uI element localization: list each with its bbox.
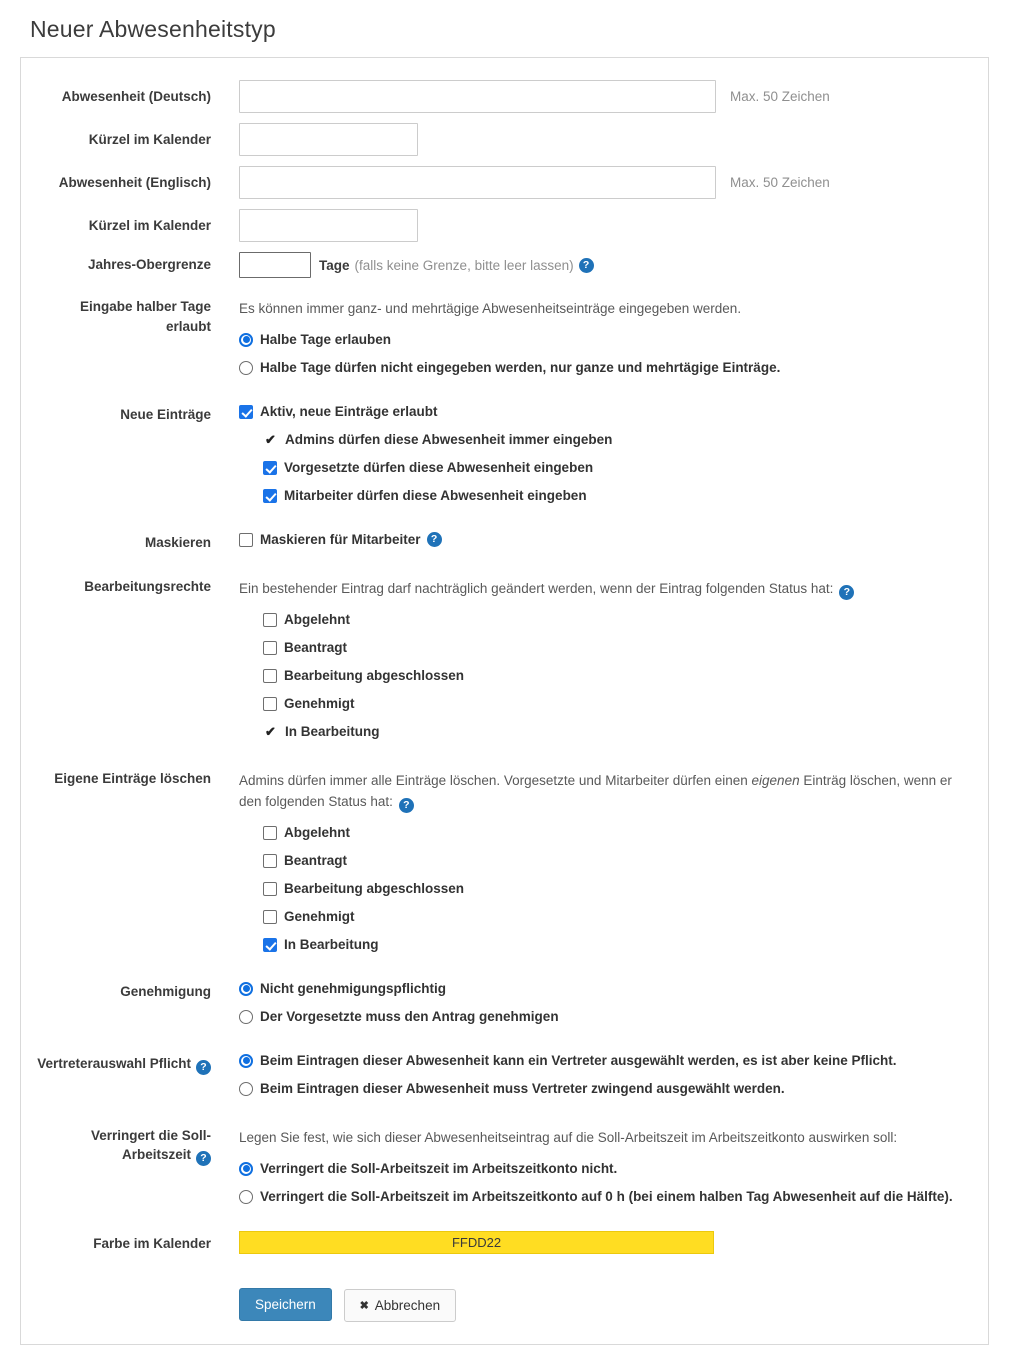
radio-target-time-zero[interactable]: Verringert die Soll-Arbeitszeit im Arbeitszeitkonto auf 0 h (bei einem halben Tag Abwesenheit auf die Hälfte). (239, 1187, 970, 1207)
year-limit-unit: Tage (319, 257, 350, 273)
row-edit-rights (21, 574, 988, 750)
save-button[interactable]: Speichern (239, 1288, 332, 1321)
checkbox-icon[interactable] (263, 697, 277, 711)
option-edit-in-progress-always: ✔ In Bearbeitung (263, 722, 970, 742)
cancel-button[interactable]: ✖ Abbrechen (344, 1289, 457, 1322)
half-days-label: Eingabe halber Tage erlaubt (79, 299, 211, 334)
radio-icon[interactable] (239, 361, 253, 375)
radio-icon[interactable] (239, 1162, 253, 1176)
checkbox-delete-processing-done[interactable]: Bearbeitung abgeschlossen (263, 879, 970, 899)
absence-en-hint: Max. 50 Zeichen (730, 175, 830, 190)
help-icon[interactable]: ? (196, 1060, 211, 1075)
help-icon[interactable]: ? (839, 585, 854, 600)
radio-target-time-unchanged[interactable]: Verringert die Soll-Arbeitszeit im Arbeitszeitkonto nicht. (239, 1159, 970, 1179)
checkbox-edit-rejected[interactable]: Abgelehnt (263, 610, 970, 630)
row-absence-de (21, 80, 988, 113)
code-de-label: Kürzel im Kalender (88, 132, 211, 147)
code-en-label: Kürzel im Kalender (88, 218, 211, 233)
checkbox-delete-approved[interactable]: Genehmigt (263, 907, 970, 927)
checkbox-icon[interactable] (263, 882, 277, 896)
checkbox-edit-requested[interactable]: Beantragt (263, 638, 970, 658)
code-en-input[interactable] (239, 209, 418, 242)
radio-icon[interactable] (239, 1190, 253, 1204)
row-target-time (21, 1123, 988, 1215)
checkbox-employees-enter[interactable]: Mitarbeiter dürfen diese Abwesenheit eingeben (263, 486, 970, 506)
half-days-description: Es können immer ganz- und mehrtägige Abwesenheitseinträge eingegeben werden. (239, 301, 742, 316)
radio-icon[interactable] (239, 1054, 253, 1068)
help-icon[interactable]: ? (399, 798, 414, 813)
delete-own-label: Eigene Einträge löschen (54, 770, 211, 786)
checkbox-icon[interactable] (239, 533, 253, 547)
check-icon: ✔ (265, 431, 276, 447)
row-absence-en (21, 166, 988, 199)
checkbox-icon[interactable] (263, 613, 277, 627)
check-icon: ✔ (265, 723, 276, 739)
checkbox-edit-processing-done[interactable]: Bearbeitung abgeschlossen (263, 666, 970, 686)
page-title: Neuer Abwesenheitstyp (30, 16, 276, 42)
target-time-label: Verringert die Soll- Arbeitszeit ? (90, 1127, 211, 1165)
close-icon: ✖ (359, 1299, 369, 1312)
radio-half-days-disallow[interactable]: Halbe Tage dürfen nicht eingegeben werden, nur ganze und mehrtägige Einträge. (239, 358, 970, 378)
row-code-de (21, 123, 988, 156)
checkbox-delete-requested[interactable]: Beantragt (263, 851, 970, 871)
checkbox-icon[interactable] (263, 938, 277, 952)
year-limit-label: Jahres-Obergrenze (87, 257, 211, 272)
checkbox-icon[interactable] (263, 826, 277, 840)
checkbox-active-new-entries[interactable]: Aktiv, neue Einträge erlaubt (239, 402, 970, 422)
checkbox-supervisors-enter[interactable]: Vorgesetzte dürfen diese Abwesenheit eingeben (263, 458, 970, 478)
row-delete-own (21, 766, 988, 963)
checkbox-icon[interactable] (263, 854, 277, 868)
radio-no-approval-required[interactable]: Nicht genehmigungspflichtig (239, 979, 970, 999)
form-actions (21, 1288, 988, 1322)
absence-de-hint: Max. 50 Zeichen (730, 89, 830, 104)
checkbox-icon[interactable] (239, 405, 253, 419)
option-admins-always: ✔ Admins dürfen diese Abwesenheit immer eingeben (263, 430, 970, 450)
checkbox-icon[interactable] (263, 669, 277, 683)
delete-own-description: Admins dürfen immer alle Einträge löschen. Vorgesetzte und Mitarbeiter dürfen einen eigenen Einträg löschen, wenn er den folgenden Status hat: ? (239, 772, 952, 811)
radio-icon[interactable] (239, 1010, 253, 1024)
checkbox-icon[interactable] (263, 489, 277, 503)
edit-rights-description: Ein bestehender Eintrag darf nachträglich geändert werden, wenn der Eintrag folgenden Status hat: ? (239, 579, 970, 600)
row-new-entries (21, 402, 988, 514)
checkbox-icon[interactable] (263, 910, 277, 924)
row-code-en (21, 209, 988, 242)
approval-label: Genehmigung (120, 983, 211, 999)
absence-en-input[interactable] (239, 166, 716, 199)
checkbox-icon[interactable] (263, 641, 277, 655)
calendar-color-swatch[interactable]: FFDD22 (239, 1231, 714, 1254)
checkbox-delete-in-progress[interactable]: In Bearbeitung (263, 935, 970, 955)
substitute-label: Vertreterauswahl Pflicht ? (21, 1051, 211, 1075)
checkbox-icon[interactable] (263, 461, 277, 475)
checkbox-delete-rejected[interactable]: Abgelehnt (263, 823, 970, 843)
absence-de-input[interactable] (239, 80, 716, 113)
row-substitute (21, 1051, 988, 1107)
code-de-input[interactable] (239, 123, 418, 156)
checkbox-edit-approved[interactable]: Genehmigt (263, 694, 970, 714)
radio-substitute-mandatory[interactable]: Beim Eintragen dieser Abwesenheit muss Vertreter zwingend ausgewählt werden. (239, 1079, 970, 1099)
row-mask (21, 530, 988, 558)
radio-icon[interactable] (239, 333, 253, 347)
help-icon[interactable]: ? (427, 532, 442, 547)
edit-rights-label: Bearbeitungsrechte (84, 578, 211, 594)
radio-supervisor-must-approve[interactable]: Der Vorgesetzte muss den Antrag genehmigen (239, 1007, 970, 1027)
radio-substitute-optional[interactable]: Beim Eintragen dieser Abwesenheit kann ein Vertreter ausgewählt werden, es ist aber keine Pflicht. (239, 1051, 970, 1071)
absence-de-label: Abwesenheit (Deutsch) (61, 89, 211, 104)
row-calendar-color (21, 1231, 988, 1254)
checkbox-mask-employees[interactable]: Maskieren für Mitarbeiter ? (239, 530, 970, 550)
absence-en-label: Abwesenheit (Englisch) (58, 175, 211, 190)
row-approval (21, 979, 988, 1035)
help-icon[interactable]: ? (579, 258, 594, 273)
year-limit-input[interactable] (239, 252, 311, 278)
calendar-color-label: Farbe im Kalender (93, 1235, 211, 1251)
absence-type-form (20, 57, 989, 1345)
radio-icon[interactable] (239, 1082, 253, 1096)
row-half-days (21, 294, 988, 386)
target-time-description: Legen Sie fest, wie sich dieser Abwesenheitseintrag auf die Soll-Arbeitszeit im Arbeitszeitkonto auswirken soll: (239, 1129, 898, 1145)
new-entries-label: Neue Einträge (120, 406, 211, 422)
mask-label: Maskieren (144, 534, 211, 550)
radio-icon[interactable] (239, 982, 253, 996)
radio-half-days-allow[interactable]: Halbe Tage erlauben (239, 330, 970, 350)
row-year-limit (21, 252, 988, 278)
help-icon[interactable]: ? (196, 1151, 211, 1166)
year-limit-note: (falls keine Grenze, bitte leer lassen) (354, 257, 574, 273)
